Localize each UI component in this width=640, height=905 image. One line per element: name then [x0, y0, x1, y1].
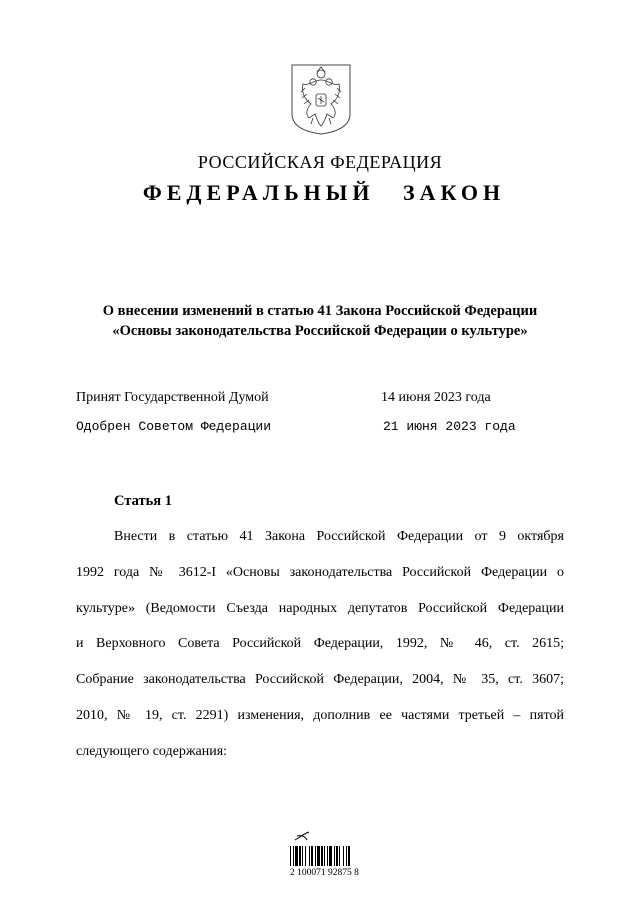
duma-adoption-label: Принят Государственной Думой — [76, 390, 269, 405]
document-type-title: ФЕДЕРАЛЬНЫЙ ЗАКОН — [142, 180, 506, 205]
barcode-bar — [321, 846, 323, 866]
barcode-bar — [327, 846, 328, 866]
barcode-bar — [334, 846, 335, 866]
article-text-line: Внести в статью 41 Закона Российской Федерации от 9 октября — [114, 529, 564, 544]
barcode-bar — [302, 846, 303, 866]
barcode-bar — [309, 846, 310, 866]
barcode-bar — [293, 846, 294, 866]
barcode-bars — [290, 846, 378, 866]
barcode — [290, 830, 378, 880]
article-text-line: культуре» (Ведомости Съезда народных депутатов Российской Федерации — [76, 600, 564, 616]
coat-of-arms-emblem — [289, 62, 353, 136]
barcode-number: 2 100071 92875 8 — [290, 868, 359, 878]
country-name: РОССИЙСКАЯ ФЕДЕРАЦИЯ — [197, 152, 443, 172]
barcode-bar — [324, 846, 325, 866]
article-heading: Статья 1 — [114, 493, 172, 509]
barcode-bar — [305, 846, 306, 866]
barcode-bar — [343, 846, 344, 866]
duma-adoption-date: 14 июня 2023 года — [381, 390, 491, 405]
article-text-line: Собрание законодательства Российской Федерации, 2004, № 35, ст. 3607; — [76, 672, 564, 688]
council-approval-label: Одобрен Советом Федерации — [76, 419, 272, 434]
barcode-bar — [348, 846, 350, 866]
barcode-bar — [346, 846, 347, 866]
article-body — [76, 527, 564, 778]
barcode-mark-icon — [293, 830, 311, 842]
article-text-line: 1992 года № 3612-I «Основы законодательства Российской Федерации о — [76, 564, 564, 580]
barcode-bar — [317, 846, 320, 866]
barcode-bar — [295, 846, 298, 866]
article-text-line: следующего содержания: — [76, 743, 228, 759]
law-subject-line-2: «Основы законодательства Российской Федерации о культуре» — [112, 323, 528, 339]
article-text-line: и Верховного Совета Российской Федерации, 1992, № 46, ст. 2615; — [76, 636, 564, 652]
law-subject — [70, 301, 570, 341]
council-approval-date: 21 июня 2023 года — [383, 419, 516, 434]
law-subject-line-1: О внесении изменений в статью 41 Закона Российской Федерации — [102, 303, 538, 319]
article-text-line: 2010, № 19, ст. 2291) изменения, дополнив ее частями третьей – пятой — [76, 707, 564, 723]
barcode-bar — [315, 846, 316, 866]
barcode-bar — [311, 846, 313, 866]
barcode-bar — [299, 846, 301, 866]
barcode-bar — [329, 846, 332, 866]
barcode-bar — [290, 846, 291, 866]
barcode-bar — [339, 846, 340, 866]
barcode-bar — [336, 846, 338, 866]
